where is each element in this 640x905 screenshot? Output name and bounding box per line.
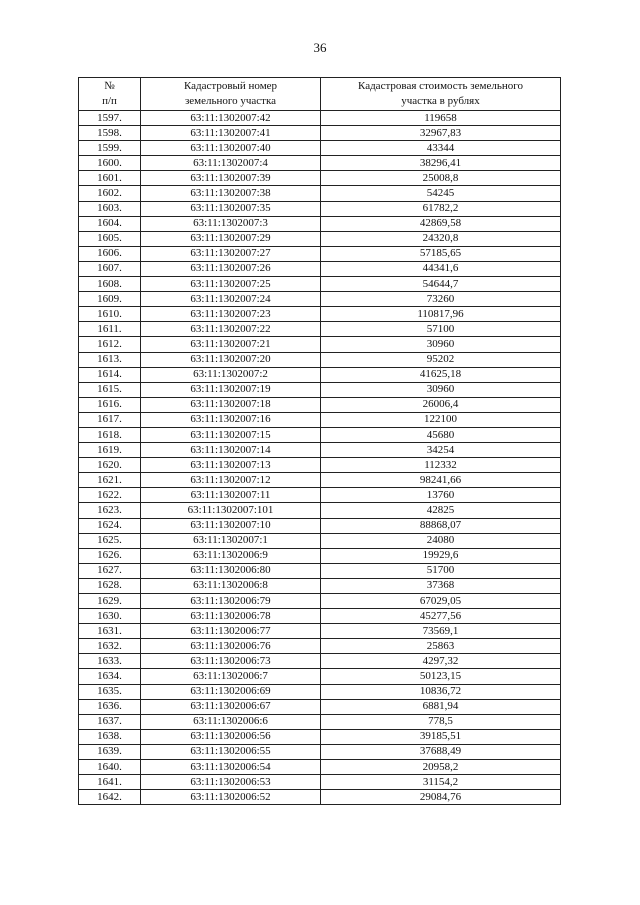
cadastral-value-cell: 30960 <box>321 382 561 397</box>
cadastral-value-cell: 26006,4 <box>321 397 561 412</box>
table-row <box>79 292 561 307</box>
row-number-cell: 1597. <box>79 111 141 126</box>
row-number-cell: 1630. <box>79 609 141 624</box>
cadastral-number-cell: 63:11:1302007:3 <box>141 216 321 231</box>
cadastral-value-cell: 67029,05 <box>321 594 561 609</box>
cadastral-value-cell: 119658 <box>321 111 561 126</box>
table-row <box>79 246 561 261</box>
cadastral-number-cell: 63:11:1302007:15 <box>141 427 321 442</box>
row-number-cell: 1604. <box>79 216 141 231</box>
page-number: 36 <box>313 40 327 55</box>
cadastral-value-cell: 4297,32 <box>321 654 561 669</box>
table-row <box>79 352 561 367</box>
table-row <box>79 548 561 563</box>
header-row-number-line1: № <box>104 80 115 92</box>
cadastral-value-cell: 88868,07 <box>321 518 561 533</box>
cadastral-number-cell: 63:11:1302006:79 <box>141 594 321 609</box>
cadastral-value-cell: 37368 <box>321 578 561 593</box>
cadastral-number-cell: 63:11:1302007:4 <box>141 156 321 171</box>
cadastral-value-cell: 44341,6 <box>321 261 561 276</box>
row-number-cell: 1627. <box>79 563 141 578</box>
table-row <box>79 458 561 473</box>
cadastral-value-cell: 122100 <box>321 412 561 427</box>
table-row <box>79 231 561 246</box>
table-row <box>79 156 561 171</box>
cadastral-value-cell: 10836,72 <box>321 684 561 699</box>
cadastral-value-cell: 57100 <box>321 322 561 337</box>
cadastral-value-cell: 41625,18 <box>321 367 561 382</box>
table-row <box>79 760 561 775</box>
table-row <box>79 699 561 714</box>
row-number-cell: 1610. <box>79 307 141 322</box>
cadastral-value-cell: 778,5 <box>321 714 561 729</box>
table-row <box>79 111 561 126</box>
cadastral-value-cell: 42869,58 <box>321 216 561 231</box>
cadastral-number-cell: 63:11:1302007:14 <box>141 443 321 458</box>
row-number-cell: 1629. <box>79 594 141 609</box>
row-number-cell: 1638. <box>79 729 141 744</box>
row-number-cell: 1641. <box>79 775 141 790</box>
cadastral-value-cell: 73569,1 <box>321 624 561 639</box>
row-number-cell: 1631. <box>79 624 141 639</box>
cadastral-number-cell: 63:11:1302007:19 <box>141 382 321 397</box>
cadastral-number-cell: 63:11:1302007:39 <box>141 171 321 186</box>
row-number-cell: 1632. <box>79 639 141 654</box>
cadastral-number-cell: 63:11:1302006:80 <box>141 563 321 578</box>
row-number-cell: 1600. <box>79 156 141 171</box>
cadastral-number-cell: 63:11:1302006:55 <box>141 744 321 759</box>
cadastral-value-cell: 54245 <box>321 186 561 201</box>
cadastral-value-cell: 29084,76 <box>321 790 561 805</box>
cadastral-number-cell: 63:11:1302007:16 <box>141 412 321 427</box>
cadastral-value-cell: 6881,94 <box>321 699 561 714</box>
cadastral-number-cell: 63:11:1302006:9 <box>141 548 321 563</box>
table-row <box>79 714 561 729</box>
cadastral-value-cell: 45680 <box>321 427 561 442</box>
row-number-cell: 1601. <box>79 171 141 186</box>
row-number-cell: 1626. <box>79 548 141 563</box>
table-row <box>79 337 561 352</box>
row-number-cell: 1615. <box>79 382 141 397</box>
cadastral-value-cell: 50123,15 <box>321 669 561 684</box>
cadastral-number-cell: 63:11:1302007:29 <box>141 231 321 246</box>
cadastral-number-cell: 63:11:1302007:41 <box>141 126 321 141</box>
row-number-cell: 1599. <box>79 141 141 156</box>
row-number-cell: 1602. <box>79 186 141 201</box>
table-row <box>79 443 561 458</box>
row-number-cell: 1634. <box>79 669 141 684</box>
row-number-cell: 1603. <box>79 201 141 216</box>
table-row <box>79 624 561 639</box>
cadastral-number-cell: 63:11:1302006:53 <box>141 775 321 790</box>
row-number-cell: 1621. <box>79 473 141 488</box>
cadastral-value-cell: 73260 <box>321 292 561 307</box>
cadastral-number-cell: 63:11:1302007:21 <box>141 337 321 352</box>
row-number-cell: 1620. <box>79 458 141 473</box>
cadastral-value-cell: 39185,51 <box>321 729 561 744</box>
row-number-cell: 1609. <box>79 292 141 307</box>
cadastral-value-cell: 54644,7 <box>321 277 561 292</box>
cadastral-value-cell: 42825 <box>321 503 561 518</box>
table-row <box>79 563 561 578</box>
table-row <box>79 322 561 337</box>
cadastral-value-cell: 13760 <box>321 488 561 503</box>
cadastral-value-cell: 20958,2 <box>321 760 561 775</box>
table-row <box>79 669 561 684</box>
header-cadastral-value-line1: Кадастровая стоимость земельного <box>358 80 523 92</box>
cadastral-number-cell: 63:11:1302007:18 <box>141 397 321 412</box>
table-row <box>79 609 561 624</box>
row-number-cell: 1617. <box>79 412 141 427</box>
cadastral-number-cell: 63:11:1302006:52 <box>141 790 321 805</box>
table-row <box>79 518 561 533</box>
cadastral-number-cell: 63:11:1302007:23 <box>141 307 321 322</box>
row-number-cell: 1608. <box>79 277 141 292</box>
cadastral-value-cell: 25863 <box>321 639 561 654</box>
cadastral-value-cell: 95202 <box>321 352 561 367</box>
cadastral-value-cell: 43344 <box>321 141 561 156</box>
table-header-row <box>79 78 561 111</box>
table-row <box>79 533 561 548</box>
header-row-number-line2: п/п <box>102 95 117 107</box>
cadastral-value-cell: 32967,83 <box>321 126 561 141</box>
table-row <box>79 775 561 790</box>
cadastral-number-cell: 63:11:1302007:40 <box>141 141 321 156</box>
table-row <box>79 729 561 744</box>
row-number-cell: 1637. <box>79 714 141 729</box>
table-row <box>79 427 561 442</box>
table-row <box>79 790 561 805</box>
header-cadastral-value <box>321 78 561 111</box>
cadastral-number-cell: 63:11:1302006:69 <box>141 684 321 699</box>
cadastral-number-cell: 63:11:1302007:2 <box>141 367 321 382</box>
row-number-cell: 1611. <box>79 322 141 337</box>
row-number-cell: 1616. <box>79 397 141 412</box>
row-number-cell: 1614. <box>79 367 141 382</box>
cadastral-value-cell: 38296,41 <box>321 156 561 171</box>
cadastral-value-cell: 34254 <box>321 443 561 458</box>
cadastral-number-cell: 63:11:1302007:22 <box>141 322 321 337</box>
cadastral-number-cell: 63:11:1302007:10 <box>141 518 321 533</box>
cadastral-value-cell: 51700 <box>321 563 561 578</box>
row-number-cell: 1642. <box>79 790 141 805</box>
table-row <box>79 397 561 412</box>
cadastral-number-cell: 63:11:1302006:7 <box>141 669 321 684</box>
cadastral-number-cell: 63:11:1302007:27 <box>141 246 321 261</box>
table-row <box>79 126 561 141</box>
row-number-cell: 1605. <box>79 231 141 246</box>
row-number-cell: 1624. <box>79 518 141 533</box>
cadastral-value-cell: 24080 <box>321 533 561 548</box>
cadastral-number-cell: 63:11:1302007:26 <box>141 261 321 276</box>
cadastral-number-cell: 63:11:1302006:8 <box>141 578 321 593</box>
table-row <box>79 684 561 699</box>
row-number-cell: 1612. <box>79 337 141 352</box>
header-row-number <box>79 78 141 111</box>
table-body <box>79 111 561 805</box>
cadastral-value-cell: 110817,96 <box>321 307 561 322</box>
cadastral-number-cell: 63:11:1302006:54 <box>141 760 321 775</box>
cadastral-number-cell: 63:11:1302006:67 <box>141 699 321 714</box>
cadastral-number-cell: 63:11:1302007:38 <box>141 186 321 201</box>
cadastral-number-cell: 63:11:1302007:101 <box>141 503 321 518</box>
cadastral-number-cell: 63:11:1302006:76 <box>141 639 321 654</box>
cadastral-value-cell: 112332 <box>321 458 561 473</box>
row-number-cell: 1628. <box>79 578 141 593</box>
table-row <box>79 307 561 322</box>
cadastral-number-cell: 63:11:1302006:6 <box>141 714 321 729</box>
table-row <box>79 654 561 669</box>
table-row <box>79 277 561 292</box>
table-row <box>79 261 561 276</box>
cadastral-number-cell: 63:11:1302006:56 <box>141 729 321 744</box>
table-row <box>79 639 561 654</box>
cadastral-number-cell: 63:11:1302007:20 <box>141 352 321 367</box>
cadastral-number-cell: 63:11:1302007:24 <box>141 292 321 307</box>
cadastral-value-cell: 30960 <box>321 337 561 352</box>
table-row <box>79 382 561 397</box>
table-row <box>79 141 561 156</box>
cadastral-value-cell: 45277,56 <box>321 609 561 624</box>
cadastral-number-cell: 63:11:1302007:25 <box>141 277 321 292</box>
table-row <box>79 412 561 427</box>
cadastral-value-cell: 61782,2 <box>321 201 561 216</box>
cadastral-number-cell: 63:11:1302007:35 <box>141 201 321 216</box>
row-number-cell: 1622. <box>79 488 141 503</box>
cadastral-number-cell: 63:11:1302007:12 <box>141 473 321 488</box>
cadastral-value-cell: 25008,8 <box>321 171 561 186</box>
table-row <box>79 367 561 382</box>
row-number-cell: 1607. <box>79 261 141 276</box>
header-cadastral-number-line1: Кадастровый номер <box>183 80 278 92</box>
table-row <box>79 594 561 609</box>
table-row <box>79 216 561 231</box>
header-cadastral-number <box>141 78 321 111</box>
header-cadastral-value-line2: участка в рублях <box>401 95 480 107</box>
row-number-cell: 1636. <box>79 699 141 714</box>
cadastral-value-cell: 19929,6 <box>321 548 561 563</box>
table-row <box>79 488 561 503</box>
table-row <box>79 186 561 201</box>
cadastral-number-cell: 63:11:1302007:42 <box>141 111 321 126</box>
cadastral-value-cell: 98241,66 <box>321 473 561 488</box>
cadastral-value-cell: 37688,49 <box>321 744 561 759</box>
cadastral-number-cell: 63:11:1302006:78 <box>141 609 321 624</box>
cadastral-number-cell: 63:11:1302006:73 <box>141 654 321 669</box>
cadastral-number-cell: 63:11:1302007:13 <box>141 458 321 473</box>
row-number-cell: 1640. <box>79 760 141 775</box>
table-row <box>79 473 561 488</box>
header-cadastral-number-line2: земельного участка <box>184 95 277 107</box>
row-number-cell: 1639. <box>79 744 141 759</box>
row-number-cell: 1619. <box>79 443 141 458</box>
table-row <box>79 201 561 216</box>
cadastral-value-cell: 57185,65 <box>321 246 561 261</box>
row-number-cell: 1598. <box>79 126 141 141</box>
row-number-cell: 1613. <box>79 352 141 367</box>
cadastral-value-cell: 24320,8 <box>321 231 561 246</box>
cadastral-value-cell: 31154,2 <box>321 775 561 790</box>
row-number-cell: 1625. <box>79 533 141 548</box>
cadastral-number-cell: 63:11:1302007:1 <box>141 533 321 548</box>
row-number-cell: 1633. <box>79 654 141 669</box>
cadastral-value-table <box>78 77 561 805</box>
row-number-cell: 1606. <box>79 246 141 261</box>
table-row <box>79 503 561 518</box>
row-number-cell: 1635. <box>79 684 141 699</box>
table-row <box>79 578 561 593</box>
cadastral-number-cell: 63:11:1302006:77 <box>141 624 321 639</box>
cadastral-number-cell: 63:11:1302007:11 <box>141 488 321 503</box>
table-row <box>79 744 561 759</box>
table-row <box>79 171 561 186</box>
row-number-cell: 1618. <box>79 427 141 442</box>
row-number-cell: 1623. <box>79 503 141 518</box>
